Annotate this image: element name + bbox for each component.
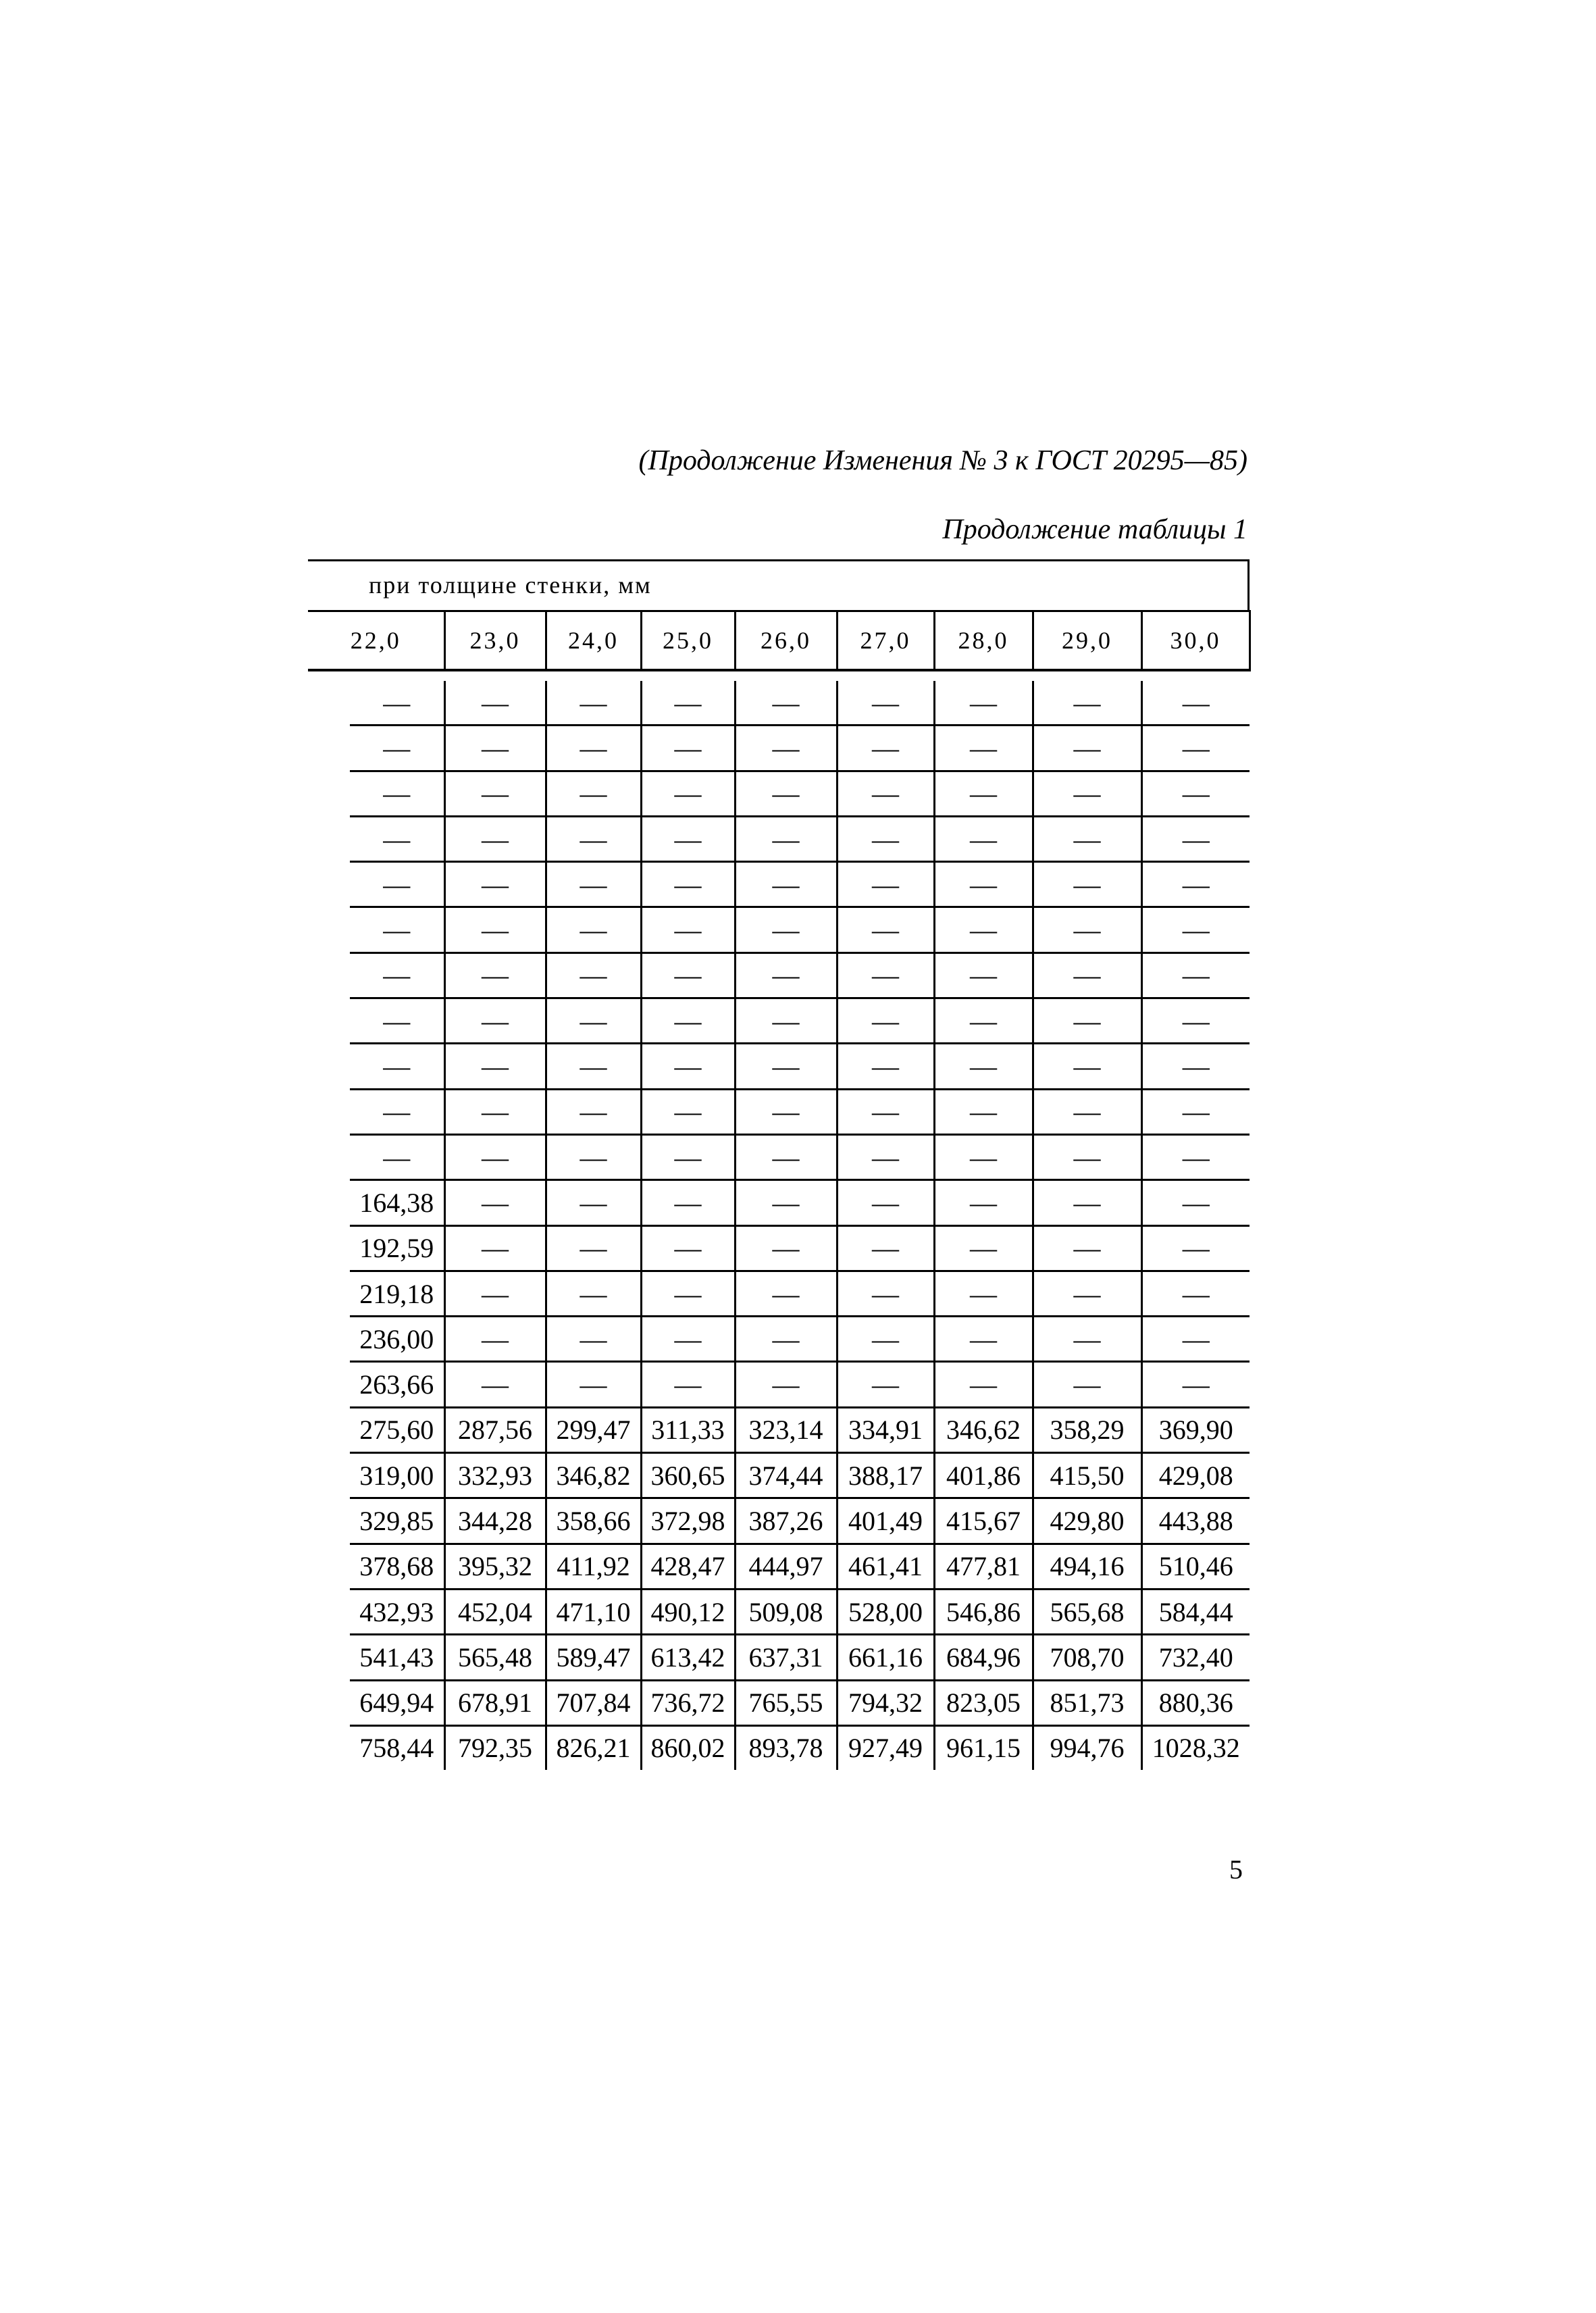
column-header-row <box>308 610 1251 671</box>
table-cell: 565,48 <box>444 1635 546 1680</box>
table-row <box>350 1453 1250 1498</box>
table-cell: — <box>1033 816 1141 861</box>
table-cell: — <box>1033 907 1141 952</box>
table-cell: — <box>546 998 641 1044</box>
table-cell: 661,16 <box>837 1635 934 1680</box>
table-row <box>350 1544 1250 1589</box>
table-cell: 319,00 <box>350 1453 444 1498</box>
table-cell: — <box>1141 952 1250 998</box>
table-cell: — <box>1141 681 1250 726</box>
table-caption: Продолжение таблицы 1 <box>942 514 1247 545</box>
table-cell: — <box>1033 681 1141 726</box>
table-cell: — <box>641 1225 735 1271</box>
table-cell: 275,60 <box>350 1407 444 1452</box>
table-cell: — <box>837 1271 934 1316</box>
table-cell: — <box>837 952 934 998</box>
table-cell: 358,66 <box>546 1498 641 1544</box>
table-cell: 461,41 <box>837 1544 934 1589</box>
table-cell: — <box>1033 952 1141 998</box>
table-cell: — <box>1141 771 1250 816</box>
table-cell: — <box>546 862 641 907</box>
table-cell: 758,44 <box>350 1725 444 1770</box>
table-cell: 401,86 <box>934 1453 1033 1498</box>
table-cell: 444,97 <box>735 1544 837 1589</box>
table-cell: 388,17 <box>837 1453 934 1498</box>
table-cell: 509,08 <box>735 1589 837 1634</box>
table-cell: — <box>641 771 735 816</box>
table-row <box>350 1680 1250 1725</box>
table-cell: — <box>735 1089 837 1134</box>
table-cell: — <box>837 907 934 952</box>
table-cell: 360,65 <box>641 1453 735 1498</box>
table-cell: — <box>934 1271 1033 1316</box>
table-cell: — <box>934 1362 1033 1407</box>
table-cell: — <box>546 771 641 816</box>
table-cell: — <box>444 998 546 1044</box>
table-cell: — <box>735 726 837 771</box>
table-cell: — <box>546 1317 641 1362</box>
table-cell: — <box>735 1317 837 1362</box>
column-header: 23,0 <box>444 611 546 671</box>
table-cell: 429,08 <box>1141 1453 1250 1498</box>
table-cell: — <box>735 1362 837 1407</box>
table-cell: — <box>641 862 735 907</box>
table-cell: — <box>350 1134 444 1179</box>
table-row <box>350 1180 1250 1225</box>
running-header: (Продолжение Изменения № 3 к ГОСТ 20295—85) <box>638 445 1247 476</box>
table-cell: — <box>735 1271 837 1316</box>
table-cell: — <box>837 1134 934 1179</box>
table-cell: — <box>1033 726 1141 771</box>
column-header: 26,0 <box>735 611 837 671</box>
column-header: 29,0 <box>1033 611 1141 671</box>
table-cell: — <box>546 1089 641 1134</box>
table-cell: 765,55 <box>735 1680 837 1725</box>
table-row <box>350 1362 1250 1407</box>
table-cell: — <box>444 681 546 726</box>
table-cell: 584,44 <box>1141 1589 1250 1634</box>
column-header: 22,0 <box>308 611 444 671</box>
table-cell: — <box>444 1134 546 1179</box>
table-cell: — <box>837 1225 934 1271</box>
table-cell: 1028,32 <box>1152 1733 1240 1764</box>
table-cell: — <box>546 1180 641 1225</box>
table-cell: — <box>350 862 444 907</box>
table-cell: — <box>837 1089 934 1134</box>
table-cell: 432,93 <box>350 1589 444 1634</box>
table-cell: — <box>735 771 837 816</box>
table-row <box>350 1044 1250 1089</box>
table-cell: 311,33 <box>641 1407 735 1452</box>
table-cell: — <box>641 1134 735 1179</box>
table-row <box>350 816 1250 861</box>
table-row <box>350 952 1250 998</box>
table-cell: 369,90 <box>1141 1407 1250 1452</box>
table-cell: — <box>1141 907 1250 952</box>
table-cell: — <box>350 907 444 952</box>
table-row <box>350 1089 1250 1134</box>
table-cell: — <box>546 952 641 998</box>
table-cell: — <box>934 1089 1033 1134</box>
table-cell: — <box>837 1362 934 1407</box>
table-cell: — <box>641 998 735 1044</box>
table-cell: — <box>444 862 546 907</box>
table-cell: 893,78 <box>735 1725 837 1770</box>
table-cell: — <box>1033 1271 1141 1316</box>
table-cell: — <box>546 1044 641 1089</box>
table-cell: — <box>546 1362 641 1407</box>
table-cell: 346,82 <box>546 1453 641 1498</box>
table-cell: — <box>934 816 1033 861</box>
table-cell: 707,84 <box>546 1680 641 1725</box>
table-cell: — <box>735 862 837 907</box>
table-cell: — <box>1141 1362 1250 1407</box>
table-cell: 649,94 <box>350 1680 444 1725</box>
column-header: 28,0 <box>934 611 1033 671</box>
group-label: при толщине стенки, мм <box>369 571 652 599</box>
table-body <box>350 681 1250 1770</box>
table-cell: — <box>641 1089 735 1134</box>
table-cell: — <box>444 1317 546 1362</box>
table-cell: — <box>641 726 735 771</box>
table-cell: 287,56 <box>444 1407 546 1452</box>
column-header: 25,0 <box>641 611 735 671</box>
table-cell: 219,18 <box>350 1271 444 1316</box>
table-cell: — <box>735 681 837 726</box>
table-cell: — <box>350 998 444 1044</box>
table-cell: 565,68 <box>1033 1589 1141 1634</box>
table-cell: 794,32 <box>837 1680 934 1725</box>
table-cell: 541,43 <box>350 1635 444 1680</box>
table-cell: 378,68 <box>350 1544 444 1589</box>
table-cell: — <box>350 816 444 861</box>
table-cell: 961,15 <box>934 1725 1033 1770</box>
table-cell: 401,49 <box>837 1498 934 1544</box>
table-cell: — <box>1033 1134 1141 1179</box>
table-row <box>350 1271 1250 1316</box>
table-cell: — <box>350 681 444 726</box>
table-cell: — <box>1141 998 1250 1044</box>
table-cell: — <box>837 1180 934 1225</box>
table-cell: — <box>1141 1225 1250 1271</box>
table-row <box>350 862 1250 907</box>
table-cell: 395,32 <box>444 1544 546 1589</box>
table-cell: — <box>350 1089 444 1134</box>
table-cell: — <box>350 771 444 816</box>
table-cell: — <box>1033 771 1141 816</box>
table-cell: 510,46 <box>1141 1544 1250 1589</box>
table-cell: — <box>934 1317 1033 1362</box>
table-cell: — <box>444 907 546 952</box>
table-cell: — <box>641 952 735 998</box>
table-cell: 823,05 <box>934 1680 1033 1725</box>
table-cell: 471,10 <box>546 1589 641 1634</box>
table-cell: — <box>546 1134 641 1179</box>
table-cell: 880,36 <box>1141 1680 1250 1725</box>
table-cell: — <box>735 952 837 998</box>
table-cell: — <box>641 1044 735 1089</box>
table-cell: — <box>350 1044 444 1089</box>
table-cell: — <box>934 1134 1033 1179</box>
table-cell: — <box>1141 1271 1250 1316</box>
table-cell: — <box>1033 862 1141 907</box>
table-cell: — <box>444 1180 546 1225</box>
table-cell: — <box>934 771 1033 816</box>
table-cell: — <box>444 1225 546 1271</box>
table-row <box>350 771 1250 816</box>
table-cell: — <box>546 816 641 861</box>
table-cell: — <box>934 681 1033 726</box>
table-cell: — <box>546 1271 641 1316</box>
table-row <box>350 1635 1250 1680</box>
table-cell: 263,66 <box>350 1362 444 1407</box>
table-cell: 164,38 <box>350 1180 444 1225</box>
table-cell: 528,00 <box>837 1589 934 1634</box>
table-cell: — <box>1141 1317 1250 1362</box>
table-cell: — <box>1141 1044 1250 1089</box>
table-cell: 323,14 <box>735 1407 837 1452</box>
table-cell: 994,76 <box>1033 1725 1141 1770</box>
table-row <box>350 1589 1250 1634</box>
table-cell: — <box>1033 1180 1141 1225</box>
table-cell: — <box>1141 726 1250 771</box>
table-cell: — <box>444 726 546 771</box>
table-row <box>350 1225 1250 1271</box>
table-cell: — <box>735 1225 837 1271</box>
table-cell: 334,91 <box>837 1407 934 1452</box>
table-cell: — <box>735 1044 837 1089</box>
table-cell: 428,47 <box>641 1544 735 1589</box>
table-cell: 732,40 <box>1141 1635 1250 1680</box>
table-cell: 415,50 <box>1033 1453 1141 1498</box>
table-cell: — <box>1033 1225 1141 1271</box>
table-cell: 329,85 <box>350 1498 444 1544</box>
table-cell: — <box>1033 1089 1141 1134</box>
table-cell: 452,04 <box>444 1589 546 1634</box>
table-cell: 589,47 <box>546 1635 641 1680</box>
page-number: 5 <box>1229 1854 1243 1885</box>
table-cell: — <box>934 907 1033 952</box>
table-cell: 299,47 <box>546 1407 641 1452</box>
table-cell: — <box>837 1044 934 1089</box>
table-cell: — <box>641 1317 735 1362</box>
table-cell: — <box>1141 862 1250 907</box>
table-cell: 851,73 <box>1033 1680 1141 1725</box>
table-cell: — <box>641 1271 735 1316</box>
data-table <box>308 559 1250 1770</box>
table-cell: — <box>934 1180 1033 1225</box>
table-row <box>350 1498 1250 1544</box>
table-cell: 637,31 <box>735 1635 837 1680</box>
table-cell: — <box>837 771 934 816</box>
table-cell: — <box>546 907 641 952</box>
table-cell: 358,29 <box>1033 1407 1141 1452</box>
table-cell: 443,88 <box>1141 1498 1250 1544</box>
table-cell: — <box>1033 1362 1141 1407</box>
table-cell: — <box>350 726 444 771</box>
table-cell: 411,92 <box>546 1544 641 1589</box>
table-cell: — <box>934 726 1033 771</box>
table-cell: — <box>546 726 641 771</box>
table-cell: — <box>837 816 934 861</box>
table-group-header <box>308 559 1250 610</box>
table-cell: 927,49 <box>837 1725 934 1770</box>
table-cell: — <box>934 862 1033 907</box>
table-cell: — <box>1141 1134 1250 1179</box>
table-row <box>350 998 1250 1044</box>
table-cell: — <box>934 952 1033 998</box>
table-cell: 490,12 <box>641 1589 735 1634</box>
table-cell: — <box>1033 1044 1141 1089</box>
table-cell: 415,67 <box>934 1498 1033 1544</box>
table-row <box>350 1134 1250 1179</box>
table-cell: 192,59 <box>350 1225 444 1271</box>
table-cell: 826,21 <box>546 1725 641 1770</box>
table-cell: — <box>641 907 735 952</box>
table-cell: — <box>1141 1180 1250 1225</box>
table-cell: 372,98 <box>641 1498 735 1544</box>
table-cell: — <box>934 1044 1033 1089</box>
table-cell: — <box>934 1225 1033 1271</box>
table-cell: — <box>735 816 837 861</box>
table-cell: — <box>1141 816 1250 861</box>
table-cell: 546,86 <box>934 1589 1033 1634</box>
table-cell: — <box>546 681 641 726</box>
table-cell: — <box>444 1271 546 1316</box>
table-cell: 236,00 <box>350 1317 444 1362</box>
table-cell: — <box>444 952 546 998</box>
table-cell: 494,16 <box>1033 1544 1141 1589</box>
table-cell: 374,44 <box>735 1453 837 1498</box>
table-cell: 344,28 <box>444 1498 546 1544</box>
table-cell: 387,26 <box>735 1498 837 1544</box>
table-row <box>350 1725 1250 1770</box>
table-cell: 678,91 <box>444 1680 546 1725</box>
table-cell: 860,02 <box>641 1725 735 1770</box>
table-cell: — <box>735 1180 837 1225</box>
table-cell: 684,96 <box>934 1635 1033 1680</box>
table-cell: — <box>444 1362 546 1407</box>
table-cell: — <box>444 771 546 816</box>
table-cell: — <box>934 998 1033 1044</box>
table-row <box>350 1317 1250 1362</box>
table-cell: — <box>444 816 546 861</box>
table-cell: — <box>837 998 934 1044</box>
table-row <box>350 681 1250 726</box>
table-cell: — <box>641 816 735 861</box>
table-cell: 477,81 <box>934 1544 1033 1589</box>
table-cell: 708,70 <box>1033 1635 1141 1680</box>
table-cell: — <box>444 1089 546 1134</box>
table-cell: — <box>641 681 735 726</box>
table-cell: — <box>641 1180 735 1225</box>
table-cell: 429,80 <box>1033 1498 1141 1544</box>
table-cell: — <box>735 998 837 1044</box>
table-cell: — <box>1033 1317 1141 1362</box>
table-cell: — <box>350 952 444 998</box>
column-header: 24,0 <box>546 611 641 671</box>
table-cell: — <box>1141 1089 1250 1134</box>
table-cell: 613,42 <box>641 1635 735 1680</box>
table-row <box>350 1407 1250 1452</box>
table-cell: — <box>837 726 934 771</box>
table-cell: 792,35 <box>444 1725 546 1770</box>
table-cell: — <box>1033 998 1141 1044</box>
column-header: 27,0 <box>837 611 934 671</box>
table-cell: 332,93 <box>444 1453 546 1498</box>
table-row <box>350 726 1250 771</box>
table-cell: — <box>735 907 837 952</box>
table-cell: — <box>837 1317 934 1362</box>
table-cell: — <box>735 1134 837 1179</box>
table-cell: — <box>546 1225 641 1271</box>
table-cell: — <box>837 862 934 907</box>
table-row <box>350 907 1250 952</box>
table-cell: — <box>837 681 934 726</box>
table-cell: 346,62 <box>934 1407 1033 1452</box>
table-cell: 736,72 <box>641 1680 735 1725</box>
table-cell: — <box>444 1044 546 1089</box>
table-cell: — <box>641 1362 735 1407</box>
column-header: 30,0 <box>1141 611 1250 671</box>
